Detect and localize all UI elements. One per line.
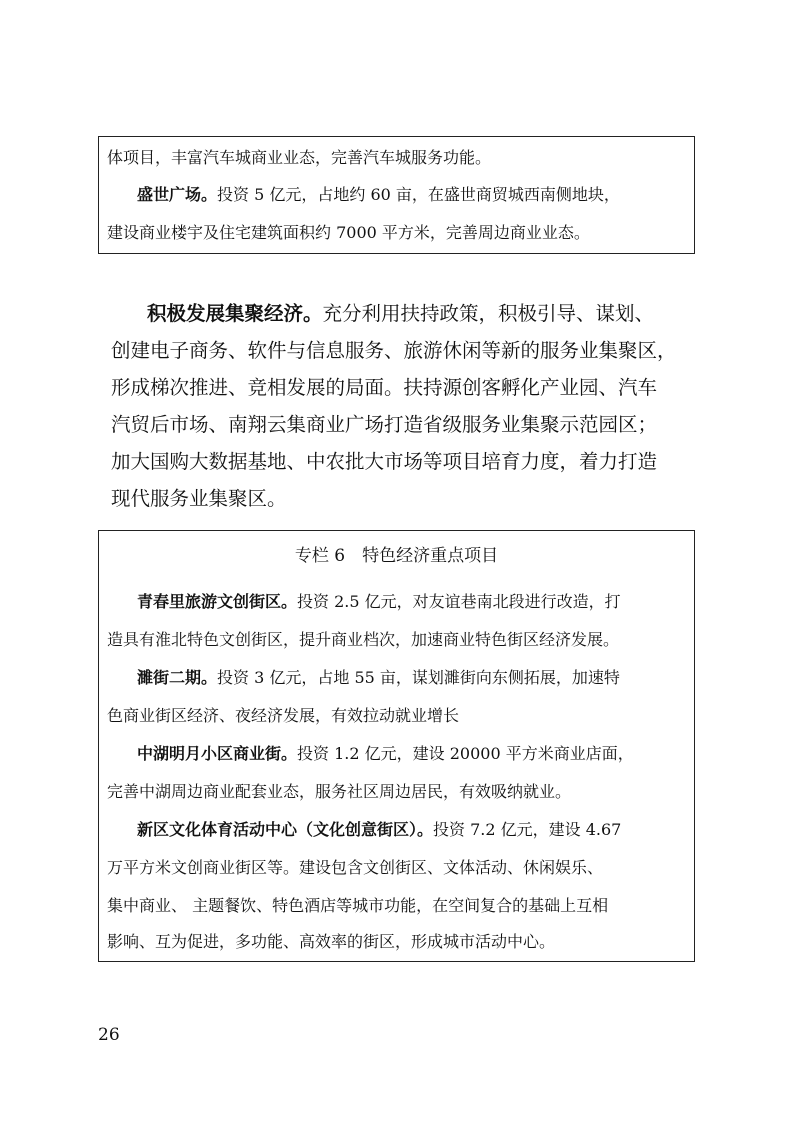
box-line bbox=[107, 185, 688, 205]
item-text: 投资 2.5 亿元，对友谊巷南北段进行改造，打 bbox=[297, 592, 621, 611]
paragraph-line: 现代服务业集聚区。 bbox=[111, 487, 287, 510]
paragraph-line: 加大国购大数据基地、中农批大市场等项目培育力度，着力打造 bbox=[111, 450, 658, 473]
feature-projects-box bbox=[98, 530, 695, 962]
box-line: 体项目，丰富汽车城商业业态，完善汽车城服务功能。 bbox=[107, 148, 492, 167]
item-title: 青春里旅游文创街区。 bbox=[137, 592, 298, 611]
box-line: 万平方米文创商业街区等。建设包含文创街区、文体活动、休闲娱乐、 bbox=[107, 858, 604, 877]
paragraph-text: 充分利用扶持政策，积极引导、谋划、 bbox=[322, 302, 655, 325]
box-line: 集中商业、 主题餐饮、特色酒店等城市功能，在空间复合的基础上互相 bbox=[107, 896, 609, 915]
item-title: 盛世广场。 bbox=[137, 185, 218, 204]
box-line bbox=[107, 592, 688, 612]
paragraph-line bbox=[147, 302, 654, 326]
item-title: 濉街二期。 bbox=[137, 668, 218, 687]
box-line: 影响、互为促进，多功能、高效率的街区，形成城市活动中心。 bbox=[107, 932, 556, 951]
box-line bbox=[107, 668, 688, 688]
item-text: 投资 1.2 亿元，建设 20000 平方米商业店面， bbox=[297, 744, 634, 763]
paragraph-line: 创建电子商务、软件与信息服务、旅游休闲等新的服务业集聚区， bbox=[111, 339, 677, 362]
item-text: 投资 7.2 亿元，建设 4.67 bbox=[433, 820, 622, 839]
box-line bbox=[107, 820, 688, 840]
item-text: 投资 5 亿元，占地约 60 亩，在盛世商贸城西南侧地块， bbox=[217, 185, 620, 204]
paragraph-line: 形成梯次推进、竞相发展的局面。扶持源创客孵化产业园、汽车 bbox=[111, 376, 658, 399]
box-line bbox=[107, 744, 688, 764]
project-box-continued bbox=[98, 136, 695, 254]
item-title: 新区文化体育活动中心（文化创意街区）。 bbox=[137, 820, 434, 839]
box-line: 完善中湖周边商业配套业态，服务社区周边居民，有效吸纳就业。 bbox=[107, 782, 572, 801]
box-line: 造具有淮北特色文创街区，提升商业档次，加速商业特色街区经济发展。 bbox=[107, 630, 620, 649]
box-line: 色商业街区经济、夜经济发展，有效拉动就业增长 bbox=[107, 706, 460, 725]
item-text: 投资 3 亿元，占地 55 亩，谋划濉街向东侧拓展，加速特 bbox=[217, 668, 620, 687]
box-line: 建设商业楼宇及住宅建筑面积约 7000 平方米，完善周边商业业态。 bbox=[107, 223, 590, 242]
paragraph-line: 汽贸后市场、南翔云集商业广场打造省级服务业集聚示范园区； bbox=[111, 413, 658, 436]
paragraph-title: 积极发展集聚经济。 bbox=[147, 302, 323, 325]
page-number: 26 bbox=[98, 1025, 120, 1045]
item-title: 中湖明月小区商业街。 bbox=[137, 744, 298, 763]
box-title: 专栏 6 特色经济重点项目 bbox=[294, 546, 499, 566]
